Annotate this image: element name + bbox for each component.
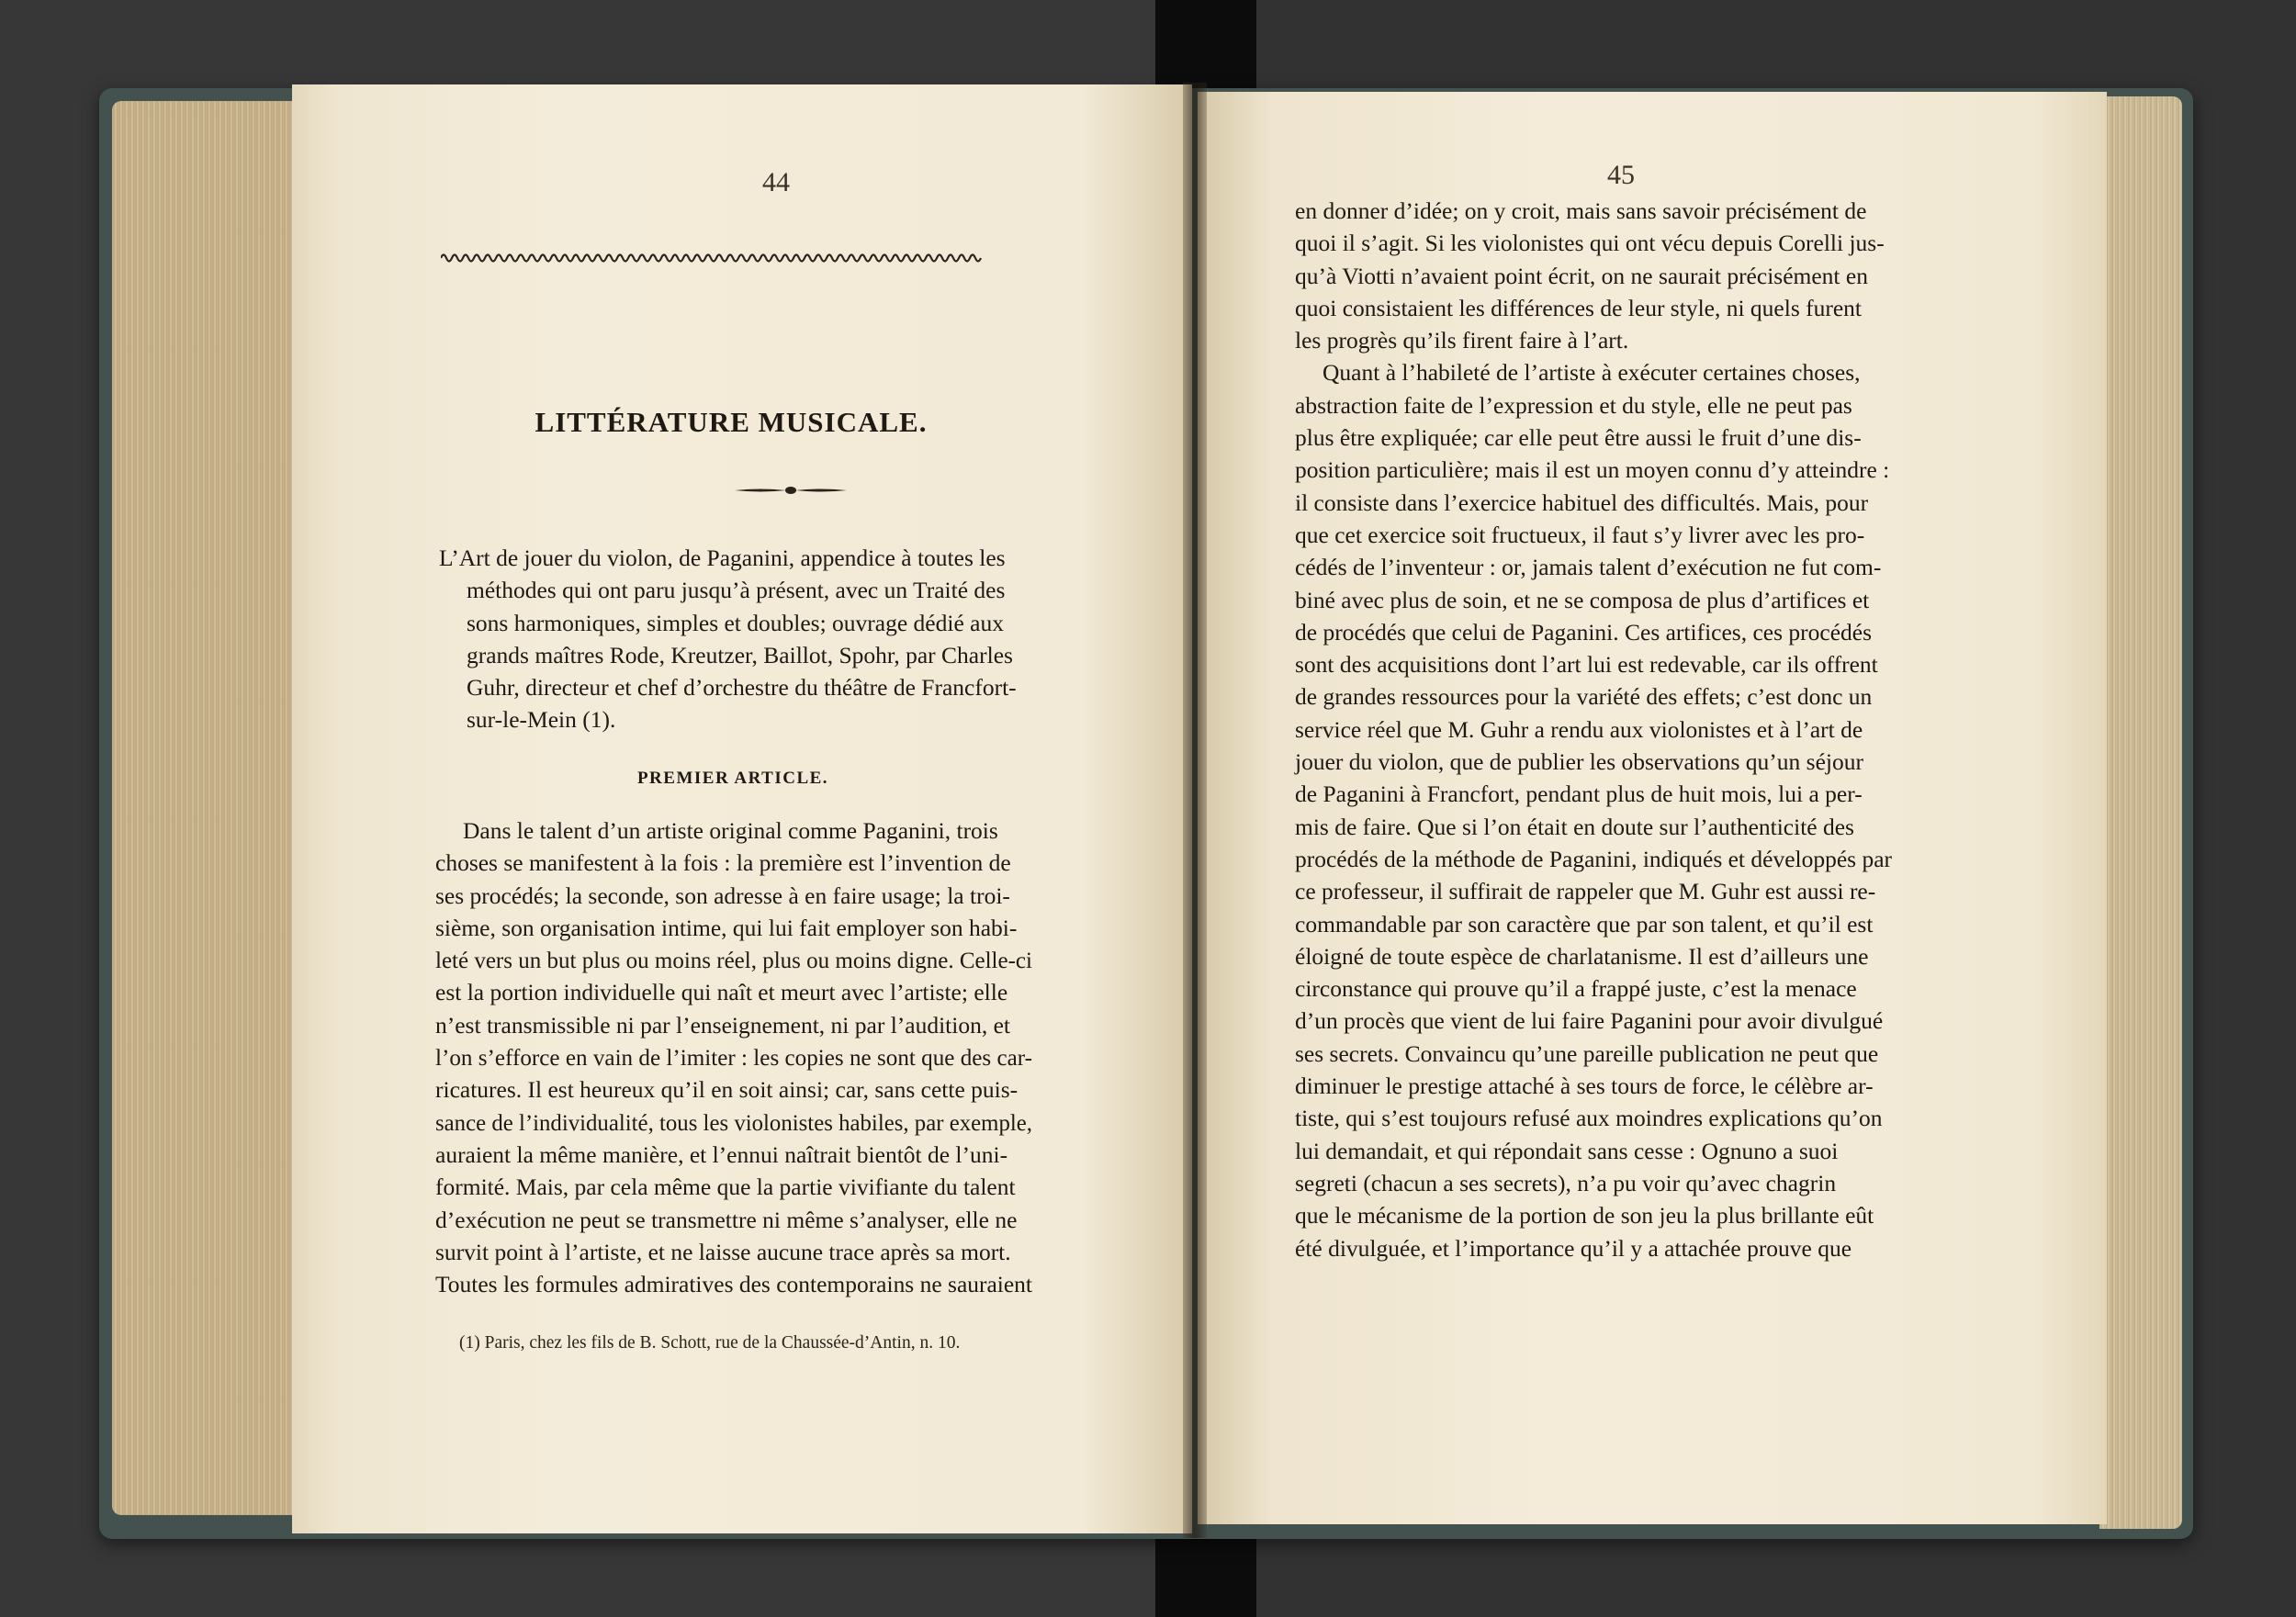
text-line: ricatures. Il est heureux qu’il en soit ainsi; car, sans cette puis-: [435, 1076, 1019, 1104]
title-line: méthodes qui ont paru jusqu’à présent, avec un Traité des: [467, 577, 1006, 604]
text-line: diminuer le prestige attaché à ses tours de force, le célèbre ar-: [1295, 1072, 1874, 1100]
ornament-flourish: [733, 483, 849, 498]
text-line: formité. Mais, par cela même que la partie vivifiante du talent: [435, 1173, 1016, 1201]
text-line: Toutes les formules admiratives des contemporains ne sauraient: [435, 1271, 1033, 1298]
text-line: d’exécution ne peut se transmettre ni même s’analyser, elle ne: [435, 1206, 1018, 1233]
page-number: 44: [762, 167, 790, 197]
text-line: de Paganini à Francfort, pendant plus de huit mois, lui a per-: [1295, 780, 1863, 808]
text-line: de grandes ressources pour la variété des effets; c’est donc un: [1295, 683, 1873, 711]
text-line: quoi il s’agit. Si les violonistes qui ont vécu depuis Corelli jus-: [1295, 230, 1885, 257]
text-line: sance de l’individualité, tous les violonistes habiles, par exemple,: [435, 1108, 1032, 1136]
text-line: l’on s’efforce en vain de l’imiter : les copies ne sont que des car-: [435, 1044, 1033, 1072]
right-page-edges: [2099, 96, 2182, 1529]
book-spine-fold: [1183, 83, 1207, 1538]
left-body-text: [435, 814, 1032, 1300]
text-line: position particulière; mais il est un moyen connu d’y atteindre :: [1295, 456, 1890, 484]
text-line: ses procédés; la seconde, son adresse à en faire usage; la troi-: [435, 881, 1010, 909]
text-line: qu’à Viotti n’avaient point écrit, on ne saurait précisément en: [1295, 262, 1868, 289]
book-title-entry: [439, 542, 1031, 736]
title-line: Guhr, directeur et chef d’orchestre du théâtre de Francfort-: [467, 674, 1017, 702]
text-line: mis de faire. Que si l’on était en doute sur l’authenticité des: [1295, 813, 1854, 840]
left-page-edges: [112, 101, 305, 1515]
text-line: éloigné de toute espèce de charlatanisme. Il est d’ailleurs une: [1295, 942, 1869, 970]
wavy-rule: [441, 250, 983, 266]
text-line: que cet exercice soit fructueux, il faut s’y livrer avec les pro-: [1295, 521, 1865, 548]
title-line: grands maîtres Rode, Kreutzer, Baillot, Spohr, par Charles: [467, 641, 1013, 668]
title-line: sur-le-Mein (1).: [467, 706, 616, 734]
text-line: auraient la même manière, et l’ennui naîtrait bientôt de l’uni-: [435, 1140, 1008, 1168]
text-line: plus être expliquée; car elle peut être aussi le fruit d’une dis-: [1295, 424, 1862, 452]
text-line: été divulguée, et l’importance qu’il y a attachée prouve que: [1295, 1234, 1852, 1262]
text-line: jouer du violon, que de publier les observations qu’un séjour: [1295, 748, 1863, 776]
text-line: en donner d’idée; on y croit, mais sans savoir précisément de: [1295, 197, 1867, 224]
text-line: ce professeur, il suffirait de rappeler que M. Guhr est aussi re-: [1295, 878, 1876, 905]
page-number: 45: [1607, 160, 1635, 190]
text-line: tiste, qui s’est toujours refusé aux moindres explications qu’on: [1295, 1105, 1883, 1132]
title-line: sons harmoniques, simples et doubles; ouvrage dédié aux: [467, 609, 1004, 636]
text-line: abstraction faite de l’expression et du style, elle ne peut pas: [1295, 391, 1852, 419]
text-line: lui demandait, et qui répondait sans cesse : Ognuno a suoi: [1295, 1137, 1839, 1164]
text-line: sont des acquisitions dont l’art lui est redevable, car ils offrent: [1295, 651, 1878, 679]
text-line: circonstance qui prouve qu’il a frappé juste, c’est la menace: [1295, 975, 1857, 1003]
text-line: commandable par son caractère que par son talent, et qu’il est: [1295, 910, 1874, 938]
left-page: [292, 84, 1192, 1533]
text-line: d’un procès que vient de lui faire Paganini pour avoir divulgué: [1295, 1007, 1884, 1035]
text-line: ses secrets. Convaincu qu’une pareille publication ne peut que: [1295, 1039, 1879, 1067]
text-line: survit point à l’artiste, et ne laisse aucune trace après sa mort.: [435, 1238, 1011, 1265]
text-line: procédés de la méthode de Paganini, indiqués et développés par: [1295, 845, 1893, 872]
section-heading: LITTÉRATURE MUSICALE.: [535, 406, 928, 438]
text-line: Quant à l’habileté de l’artiste à exécuter certaines choses,: [1322, 359, 1861, 387]
text-line: choses se manifestent à la fois : la première est l’invention de: [435, 849, 1011, 877]
text-line: service réel que M. Guhr a rendu aux violonistes et à l’art de: [1295, 715, 1863, 743]
text-line: biné avec plus de soin, et ne se composa de plus d’artifices et: [1295, 586, 1870, 613]
text-line: sième, son organisation intime, qui lui fait employer son habi-: [435, 914, 1018, 941]
title-line: L’Art de jouer du violon, de Paganini, appendice à toutes les: [439, 545, 1006, 571]
text-line: segreti (chacun a ses secrets), n’a pu voir qu’avec chagrin: [1295, 1169, 1837, 1196]
text-line: de procédés que celui de Paganini. Ces artifices, ces procédés: [1295, 618, 1873, 646]
text-line: cédés de l’inventeur : or, jamais talent d’exécution ne fut com-: [1295, 554, 1882, 581]
text-line: n’est transmissible ni par l’enseignement, ni par l’audition, et: [435, 1011, 1011, 1039]
text-line: il consiste dans l’exercice habituel des difficultés. Mais, pour: [1295, 488, 1869, 516]
text-line: quoi consistaient les différences de leur style, ni quels furent: [1295, 294, 1863, 321]
right-body-text: [1295, 195, 1965, 1264]
text-line: les progrès qu’ils firent faire à l’art.: [1295, 327, 1629, 354]
footnote: (1) Paris, chez les fils de B. Schott, rue de la Chaussée-d’Antin, n. 10.: [459, 1333, 961, 1353]
text-line: que le mécanisme de la portion de son jeu la plus brillante eût: [1295, 1202, 1874, 1230]
right-page: [1198, 92, 2107, 1524]
text-line: leté vers un but plus ou moins réel, plus ou moins digne. Celle-ci: [435, 947, 1032, 974]
article-subheading: PREMIER ARTICLE.: [636, 769, 829, 788]
text-line: Dans le talent d’un artiste original comme Paganini, trois: [463, 817, 998, 844]
text-line: est la portion individuelle qui naît et meurt avec l’artiste; elle: [435, 979, 1008, 1006]
